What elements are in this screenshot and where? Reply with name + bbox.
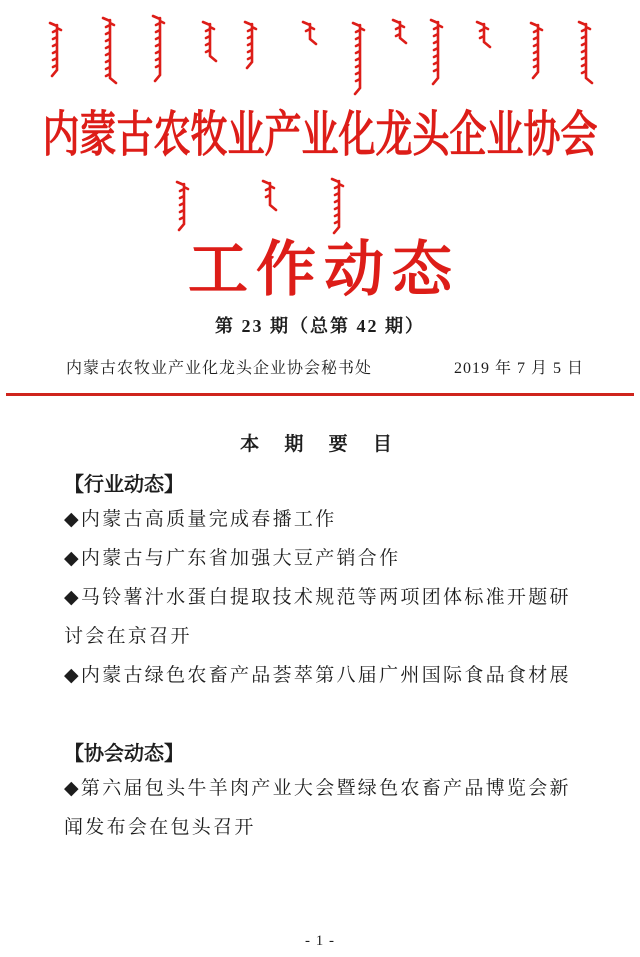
page-footer xyxy=(0,933,640,950)
contents-area xyxy=(64,432,578,847)
divider-rule xyxy=(6,393,634,396)
contents-heading: 本 期 要 目 xyxy=(240,434,402,455)
toc-item: ◆马铃薯汁水蛋白提取技术规范等两项团体标准开题研讨会在京召开 xyxy=(64,587,571,647)
publisher-name: 内蒙古农牧业产业化龙头企业协会秘书处 xyxy=(66,360,373,377)
org-title: 内蒙古农牧业产业化龙头企业协会 xyxy=(42,108,598,163)
toc-item: ◆第六届包头牛羊肉产业大会暨绿色农畜产品博览会新闻发布会在包头召开 xyxy=(64,778,571,838)
association-item-list xyxy=(64,769,578,847)
toc-item: ◆内蒙古高质量完成春播工作 xyxy=(64,509,337,530)
toc-item: ◆内蒙古绿色农畜产品荟萃第八届广州国际食品食材展 xyxy=(64,665,571,686)
toc-item: ◆内蒙古与广东省加强大豆产销合作 xyxy=(64,548,401,569)
mongolian-script-top-row xyxy=(0,0,640,100)
issue-number-line: 第 23 期（总第 42 期） xyxy=(215,316,425,336)
section-label-industry: 【行业动态】 xyxy=(64,474,184,496)
doc-title: 工作动态 xyxy=(188,237,460,303)
industry-item-list xyxy=(64,500,578,695)
publication-date: 2019 年 7 月 5 日 xyxy=(453,360,584,377)
page-number: - 1 - xyxy=(305,933,335,949)
publication-info-row xyxy=(66,355,584,378)
section-label-association: 【协会动态】 xyxy=(64,743,184,765)
